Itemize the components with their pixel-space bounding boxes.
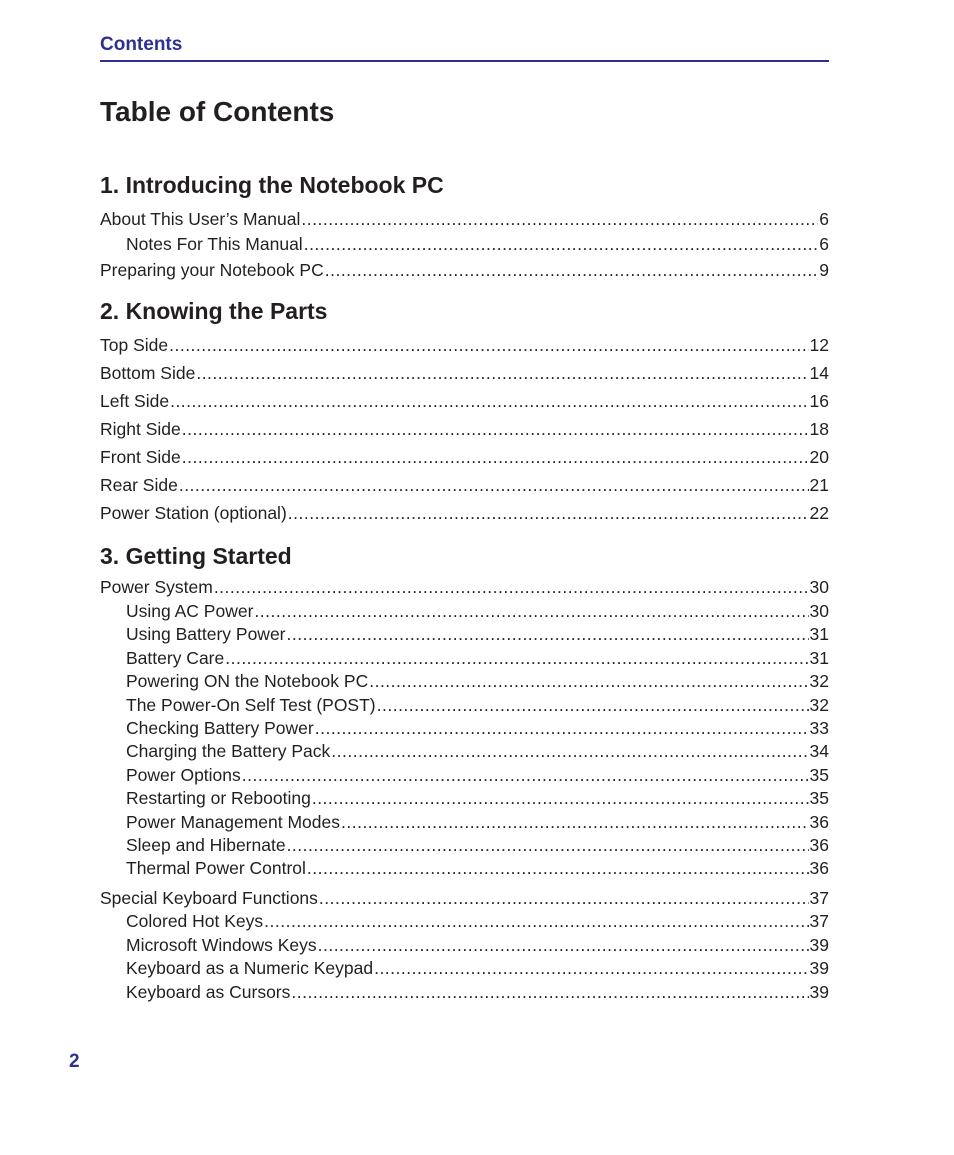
toc-entry-label: Power Options [126, 764, 241, 785]
dot-leader [318, 934, 809, 957]
toc-entry-numeric-keypad[interactable] [100, 957, 829, 980]
toc-entry-page: 18 [809, 419, 829, 440]
toc-entry-windows-keys[interactable] [100, 934, 829, 957]
dot-leader [288, 499, 809, 527]
dot-leader [369, 670, 808, 693]
toc-entry-checking-battery[interactable] [100, 717, 829, 740]
section-heading: 3. Getting Started [100, 543, 292, 570]
toc-entry-page: 30 [809, 600, 829, 621]
toc-entry-label: Colored Hot Keys [126, 911, 264, 932]
toc-entry-page: 22 [809, 503, 829, 524]
dot-leader [182, 443, 809, 471]
dot-leader [319, 887, 809, 911]
dot-leader [325, 256, 819, 284]
toc-entry-label: Special Keyboard Functions [100, 887, 318, 908]
dot-leader [307, 857, 809, 880]
dot-leader [291, 981, 808, 1004]
toc-entry-page: 6 [819, 209, 829, 229]
toc-entry-page: 34 [809, 741, 829, 762]
toc-entry-label: Preparing your Notebook PC [100, 260, 324, 281]
toc-entry-page: 31 [809, 647, 829, 668]
toc-entry-page: 20 [809, 447, 829, 468]
toc-entry-page: 31 [809, 624, 829, 645]
toc-entry-colored-hot-keys[interactable] [100, 910, 829, 933]
toc-entry-bottom-side[interactable] [100, 359, 829, 387]
section-heading: 1. Introducing the Notebook PC [100, 172, 444, 198]
toc-entry-power-system[interactable] [100, 576, 829, 600]
toc-entry-label: Restarting or Rebooting [126, 788, 311, 809]
toc-entry-label: Powering ON the Notebook PC [126, 671, 369, 692]
toc-entry-sleep-hibernate[interactable] [100, 834, 829, 857]
toc-entry-page: 16 [809, 391, 829, 412]
dot-leader [374, 957, 808, 980]
toc-entry-thermal-power[interactable] [100, 857, 829, 880]
toc-entry-label: Top Side [100, 335, 169, 356]
toc-entry-post[interactable] [100, 694, 829, 717]
toc-entry-label: Rear Side [100, 475, 178, 496]
toc-entry-label: Notes For This Manual [126, 234, 303, 254]
toc-entry-label: The Power-On Self Test (POST) [126, 694, 376, 715]
toc-entry-left-side[interactable] [100, 387, 829, 415]
toc-entry-label: Power Management Modes [126, 811, 340, 832]
section-heading: 2. Knowing the Parts [100, 298, 328, 325]
dot-leader [304, 233, 819, 256]
toc-entry-page: 21 [809, 475, 829, 496]
toc-entry-page: 32 [809, 671, 829, 692]
toc-entry-page: 36 [809, 858, 829, 879]
toc-entry-label: Sleep and Hibernate [126, 834, 286, 855]
toc-entry-label: Using Battery Power [126, 624, 286, 645]
toc-entry-notes-manual[interactable] [100, 233, 829, 256]
toc-entry-page: 35 [809, 764, 829, 785]
running-header: Contents [100, 34, 829, 62]
toc-entry-label: Left Side [100, 391, 170, 412]
toc-entry-top-side[interactable] [100, 331, 829, 359]
toc-entry-page: 37 [809, 887, 829, 908]
toc-entry-label: Using AC Power [126, 600, 254, 621]
toc-entry-power-management[interactable] [100, 811, 829, 834]
toc-entry-page: 39 [809, 958, 829, 979]
dot-leader [377, 694, 809, 717]
toc-entry-power-station[interactable] [100, 499, 829, 527]
page-number: 2 [69, 1051, 80, 1072]
dot-leader [182, 415, 809, 443]
dot-leader [179, 471, 809, 499]
dot-leader [341, 811, 809, 834]
toc-entry-label: Microsoft Windows Keys [126, 934, 317, 955]
toc-entry-page: 33 [809, 717, 829, 738]
toc-entry-label: Right Side [100, 419, 181, 440]
toc-entry-label: Power System [100, 577, 213, 598]
toc-entry-restarting[interactable] [100, 787, 829, 810]
dot-leader [196, 359, 808, 387]
toc-entry-battery-care[interactable] [100, 647, 829, 670]
toc-entry-page: 6 [819, 234, 829, 254]
toc-entry-ac-power[interactable] [100, 600, 829, 623]
toc-entry-power-options[interactable] [100, 764, 829, 787]
dot-leader [254, 600, 808, 623]
toc-entry-page: 39 [809, 981, 829, 1002]
toc-entry-page: 36 [809, 811, 829, 832]
toc-entry-label: Front Side [100, 447, 181, 468]
toc-entry-page: 30 [809, 577, 829, 598]
toc-entry-charging-battery[interactable] [100, 740, 829, 763]
dot-leader [287, 623, 809, 646]
toc-entry-label: Battery Care [126, 647, 225, 668]
toc-entry-rear-side[interactable] [100, 471, 829, 499]
dot-leader [214, 576, 809, 600]
toc-entry-page: 32 [809, 694, 829, 715]
dot-leader [287, 834, 809, 857]
page-title: Table of Contents [100, 96, 335, 127]
toc-entry-keyboard-cursors[interactable] [100, 981, 829, 1004]
toc-entry-powering-on[interactable] [100, 670, 829, 693]
toc-entry-label: About This User’s Manual [100, 209, 301, 229]
toc-entry-label: Charging the Battery Pack [126, 741, 331, 762]
toc-entry-front-side[interactable] [100, 443, 829, 471]
dot-leader [312, 787, 809, 810]
toc-entry-page: 36 [809, 834, 829, 855]
toc-entry-page: 39 [809, 934, 829, 955]
dot-leader [225, 647, 808, 670]
toc-entry-label: Thermal Power Control [126, 858, 306, 879]
dot-leader [169, 331, 808, 359]
toc-entry-label: Keyboard as a Numeric Keypad [126, 958, 374, 979]
dot-leader [170, 387, 808, 415]
toc-entry-page: 14 [809, 363, 829, 384]
table-of-contents [100, 168, 829, 1004]
toc-entry-label: Power Station (optional) [100, 503, 287, 524]
toc-entry-right-side[interactable] [100, 415, 829, 443]
toc-entry-page: 12 [809, 335, 829, 356]
toc-entry-page: 35 [809, 788, 829, 809]
toc-entry-page: 9 [819, 260, 829, 281]
toc-entry-label: Bottom Side [100, 363, 196, 384]
toc-entry-special-keyboard[interactable] [100, 887, 829, 911]
dot-leader [301, 205, 818, 233]
toc-entry-preparing[interactable] [100, 256, 829, 284]
dot-leader [242, 764, 809, 787]
toc-entry-about-manual[interactable] [100, 205, 829, 233]
dot-leader [264, 910, 808, 933]
toc-entry-battery-power[interactable] [100, 623, 829, 646]
dot-leader [331, 740, 808, 763]
toc-entry-label: Keyboard as Cursors [126, 981, 291, 1002]
toc-entry-page: 37 [809, 911, 829, 932]
dot-leader [315, 717, 809, 740]
toc-entry-label: Checking Battery Power [126, 717, 314, 738]
